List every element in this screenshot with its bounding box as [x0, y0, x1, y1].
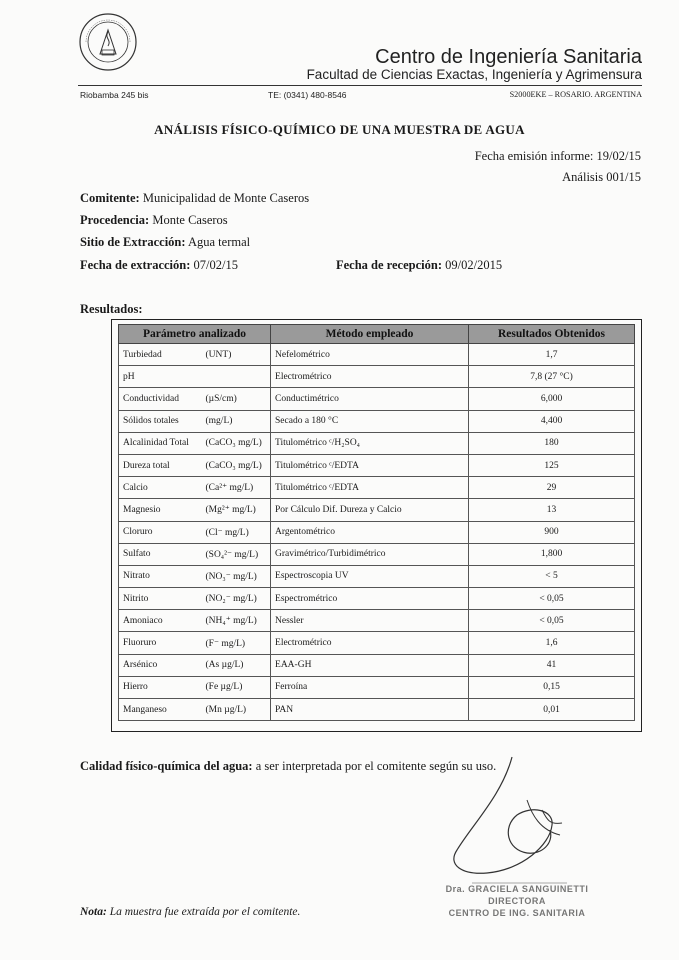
- stamp-role: DIRECTORA: [488, 896, 546, 906]
- method-cell: PAN: [271, 699, 469, 721]
- result-cell: 125: [469, 454, 635, 476]
- results-table: [118, 324, 635, 721]
- param-name: Nitrato: [119, 565, 202, 587]
- param-name: Calcio: [119, 477, 202, 499]
- method-cell: Titulométrico ᶜ/H₂SO₄: [271, 432, 469, 454]
- table-row: [119, 454, 635, 476]
- table-row: [119, 676, 635, 698]
- method-cell: Argentométrico: [271, 521, 469, 543]
- param-name: Alcalinidad Total: [119, 432, 202, 454]
- method-cell: Espectrométrico: [271, 588, 469, 610]
- fecha-recepcion-value: 09/02/2015: [445, 258, 503, 272]
- analysis-number-line: [562, 170, 641, 185]
- header-parametro: Parámetro analizado: [119, 325, 271, 344]
- calidad-label: Calidad físico-química del agua:: [80, 759, 253, 773]
- method-cell: Ferroína: [271, 676, 469, 698]
- header-metodo: Método empleado: [271, 325, 469, 344]
- header-resultados: Resultados Obtenidos: [469, 325, 635, 344]
- resultados-label: Resultados:: [80, 302, 143, 316]
- sitio-value: Agua termal: [187, 235, 251, 249]
- param-unit: (mg/L): [202, 410, 271, 432]
- method-cell: Electrométrico: [271, 632, 469, 654]
- param-name: Manganeso: [119, 699, 202, 721]
- param-name: pH: [119, 366, 202, 388]
- param-unit: (CaCO₃ mg/L): [202, 432, 271, 454]
- result-cell: 13: [469, 499, 635, 521]
- param-name: Conductividad: [119, 388, 202, 410]
- table-row: [119, 588, 635, 610]
- table-row: [119, 565, 635, 587]
- comitente-field: [80, 191, 309, 206]
- fecha-extraccion-field: [80, 258, 238, 273]
- param-name: Fluoruro: [119, 632, 202, 654]
- param-unit: (µS/cm): [202, 388, 271, 410]
- signature-icon: [432, 755, 582, 885]
- result-cell: < 5: [469, 565, 635, 587]
- param-unit: (SO₄²⁻ mg/L): [202, 543, 271, 565]
- fecha-extraccion-value: 07/02/15: [193, 258, 238, 272]
- result-cell: < 0,05: [469, 588, 635, 610]
- results-table-frame: [111, 319, 642, 732]
- result-cell: 1,800: [469, 543, 635, 565]
- param-unit: (NH₄⁺ mg/L): [202, 610, 271, 632]
- stamp-org: CENTRO DE ING. SANITARIA: [448, 908, 586, 918]
- param-unit: (NO₂⁻ mg/L): [202, 588, 271, 610]
- method-cell: Titulométrico ᶜ/EDTA: [271, 454, 469, 476]
- result-cell: 41: [469, 654, 635, 676]
- director-stamp: [442, 883, 592, 919]
- issue-date-value: 19/02/15: [596, 149, 641, 163]
- param-unit: (Mg²⁺ mg/L): [202, 499, 271, 521]
- org-title: Centro de Ingeniería Sanitaria: [375, 46, 642, 68]
- param-name: Sólidos totales: [119, 410, 202, 432]
- comitente-label: Comitente:: [80, 191, 140, 205]
- param-unit: (As µg/L): [202, 654, 271, 676]
- param-unit: (Fe µg/L): [202, 676, 271, 698]
- param-unit: (NO₃⁻ mg/L): [202, 565, 271, 587]
- method-cell: Gravimétrico/Turbidimétrico: [271, 543, 469, 565]
- table-row: [119, 699, 635, 721]
- param-unit: (Mn µg/L): [202, 699, 271, 721]
- fecha-recepcion-field: [336, 258, 502, 273]
- analysis-label: Análisis: [562, 170, 604, 184]
- param-unit: (Ca²⁺ mg/L): [202, 477, 271, 499]
- param-unit: (F⁻ mg/L): [202, 632, 271, 654]
- procedencia-label: Procedencia:: [80, 213, 150, 227]
- method-cell: Secado a 180 °C: [271, 410, 469, 432]
- result-cell: 1,6: [469, 632, 635, 654]
- comitente-value: Municipalidad de Monte Caseros: [142, 191, 310, 205]
- method-cell: Titulométrico ᶜ/EDTA: [271, 477, 469, 499]
- issue-date-line: [475, 149, 641, 164]
- result-cell: 0,15: [469, 676, 635, 698]
- table-row: [119, 632, 635, 654]
- result-cell: 7,8 (27 °C): [469, 366, 635, 388]
- result-cell: 4,400: [469, 410, 635, 432]
- sitio-label: Sitio de Extracción:: [80, 235, 186, 249]
- result-cell: 900: [469, 521, 635, 543]
- method-cell: Conductimétrico: [271, 388, 469, 410]
- param-name: Cloruro: [119, 521, 202, 543]
- result-cell: 1,7: [469, 344, 635, 366]
- address-city: S2000EKE – ROSARIO. ARGENTINA: [509, 90, 642, 99]
- calidad-text: a ser interpretada por el comitente según su uso.: [255, 759, 497, 773]
- param-name: Magnesio: [119, 499, 202, 521]
- param-name: Arsénico: [119, 654, 202, 676]
- method-cell: Nefelométrico: [271, 344, 469, 366]
- param-name: Amoniaco: [119, 610, 202, 632]
- result-cell: 29: [469, 477, 635, 499]
- university-seal-icon: [78, 12, 138, 72]
- method-cell: EAA-GH: [271, 654, 469, 676]
- stamp-name: Dra. GRACIELA SANGUINETTI: [445, 884, 589, 894]
- method-cell: Espectroscopia UV: [271, 565, 469, 587]
- param-name: Hierro: [119, 676, 202, 698]
- table-header-row: [119, 325, 635, 344]
- result-cell: 6,000: [469, 388, 635, 410]
- analysis-number-value: 001/15: [606, 170, 641, 184]
- table-row: [119, 366, 635, 388]
- param-name: Nitrito: [119, 588, 202, 610]
- table-row: [119, 477, 635, 499]
- table-row: [119, 344, 635, 366]
- issue-date-label: Fecha emisión informe:: [474, 149, 594, 163]
- sitio-field: [80, 235, 250, 250]
- address-street: Riobamba 245 bis: [80, 90, 149, 100]
- result-cell: 180: [469, 432, 635, 454]
- table-row: [119, 654, 635, 676]
- table-row: [119, 610, 635, 632]
- table-row: [119, 432, 635, 454]
- address-phone: TE: (0341) 480-8546: [268, 90, 347, 100]
- org-subtitle: Facultad de Ciencias Exactas, Ingeniería y Agrimensura: [306, 67, 642, 82]
- param-unit: [202, 366, 271, 388]
- table-row: [119, 388, 635, 410]
- param-unit: (CaCO₃ mg/L): [202, 454, 271, 476]
- method-cell: Electrométrico: [271, 366, 469, 388]
- param-name: Turbiedad: [119, 344, 202, 366]
- method-cell: Por Cálculo Dif. Dureza y Calcio: [271, 499, 469, 521]
- param-name: Dureza total: [119, 454, 202, 476]
- param-unit: (Cl⁻ mg/L): [202, 521, 271, 543]
- param-unit: (UNT): [202, 344, 271, 366]
- method-cell: Nessler: [271, 610, 469, 632]
- nota-text: La muestra fue extraída por el comitente.: [109, 906, 301, 918]
- fecha-recepcion-label: Fecha de recepción:: [336, 258, 442, 272]
- nota-label: Nota:: [80, 906, 107, 918]
- nota-line: [80, 906, 300, 918]
- document-title: ANÁLISIS FÍSICO-QUÍMICO DE UNA MUESTRA DE AGUA: [154, 122, 525, 137]
- table-row: [119, 499, 635, 521]
- result-cell: < 0,05: [469, 610, 635, 632]
- result-cell: 0,01: [469, 699, 635, 721]
- table-row: [119, 521, 635, 543]
- procedencia-value: Monte Caseros: [152, 213, 228, 227]
- procedencia-field: [80, 213, 228, 228]
- table-row: [119, 543, 635, 565]
- param-name: Sulfato: [119, 543, 202, 565]
- header-divider: [78, 85, 642, 86]
- table-row: [119, 410, 635, 432]
- fecha-extraccion-label: Fecha de extracción:: [80, 258, 191, 272]
